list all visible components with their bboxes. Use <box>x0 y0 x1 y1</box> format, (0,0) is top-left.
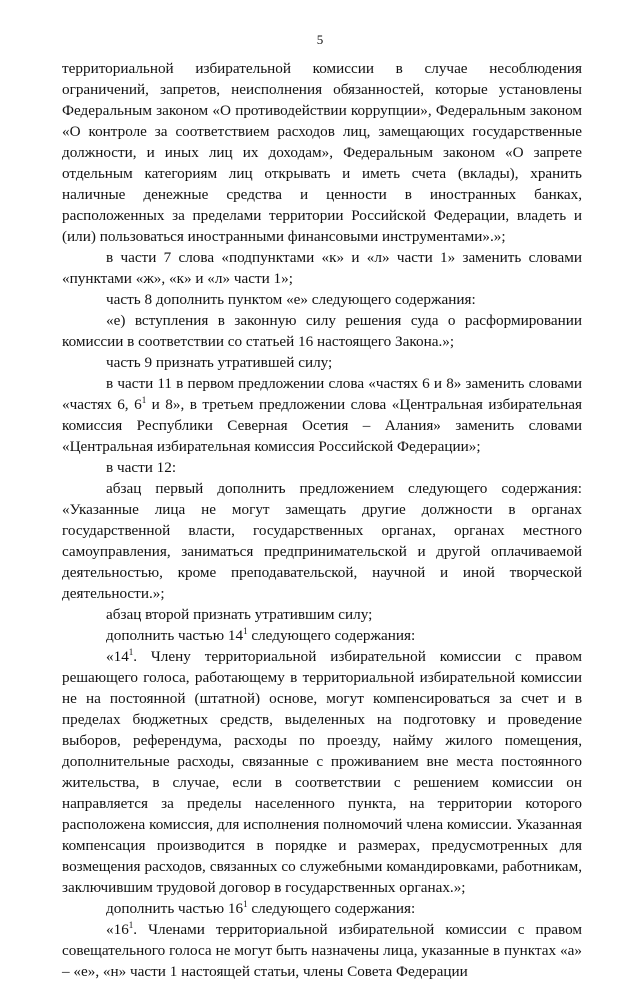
superscript: 1 <box>243 899 248 909</box>
paragraph-p3: часть 8 дополнить пунктом «е» следующего содержания: <box>106 291 476 308</box>
paragraph-p2: в части 7 слова «подпунктами «к» и «л» части 1» заменить словами «пунктами «ж», «к» и «л» части 1»; <box>62 249 582 287</box>
paragraph-p12: дополнить частью $16^1$ следующего содержания: <box>106 899 416 917</box>
paragraph-p9: абзац второй признать утратившим силу; <box>106 606 373 623</box>
superscript: 1 <box>128 647 134 657</box>
paragraph-p1: территориальной избирательной комиссии в случае несоблюдения ограничений, запретов, неисполнения обязанностей, которые установлены Федеральным законом «О противодействии коррупции», Федеральным законом «О контроле за соответствием расходов лиц, замещающих государственные должности, и иных лиц их доходам», Федеральным законом «О запрете отдельным категориям лиц открывать и иметь счета (вклады), хранить наличные денежные средства и ценности в иностранных банках, расположенных за пределами территории Российской Федерации, владеть и (или) пользоваться иностранными финансовыми инструментами».»; <box>62 60 582 245</box>
paragraph-p10: дополнить частью $14^1$ следующего содержания: <box>106 626 416 644</box>
paragraph-p7: в части 12: <box>106 459 177 476</box>
paragraph-p13: «$16^1$. Членами территориальной избирательной комиссии с правом совещательного голоса не могут быть назначены лица, указанные в пунктах «а» – «е», «н» части 1 настоящей статьи, члены Совета Федерации <box>62 920 582 980</box>
paragraph-p11: «$14^1$. Члену территориальной избирательной комиссии с правом решающего голоса, работающему в территориальной избирательной комиссии не на постоянной (штатной) основе, могут компенсироваться за счет и в пределах бюджетных средств, выделенных на подготовку и проведение выборов, референдума, расходы по проезду, найму жилого помещения, дополнительные расходы, связанные с проживанием вне места постоянного жительства, в случае, если в соответствии с решением комиссии он направляется за пределы населенного пункта, на территории которого расположена комиссия, для исполнения полномочий члена комиссии. Указанная компенсация производится в порядке и размерах, предусмотренных для возмещения расходов, связанных со служебными командировками, работникам, заключившим трудовой договор в государственных органах.»; <box>62 647 582 896</box>
paragraph-p4: «е) вступления в законную силу решения суда о расформировании комиссии в соответствии со статьей 16 настоящего Закона.»; <box>62 312 582 350</box>
superscript: 1 <box>128 920 134 930</box>
paragraph-p6: в части 11 в первом предложении слова «частях 6 и 8» заменить словами «частях 6, $6^1$ и 8», в третьем предложении слова «Центральная избирательная комиссия Республики Северная Осетия – Алания» заменить словами «Центральная избирательная комиссия Российской Федерации»; <box>62 375 582 455</box>
document-body <box>62 58 582 982</box>
paragraph-p8: абзац первый дополнить предложением следующего содержания: «Указанные лица не могут замещать другие должности в органах государственной власти, государственных органах, органах местного самоуправления, заниматься предпринимательской и другой оплачиваемой деятельностью, кроме преподавательской, научной и иной творческой деятельности.»; <box>62 480 582 602</box>
superscript: 1 <box>243 626 248 636</box>
page-number: 5 <box>316 32 324 47</box>
superscript: 1 <box>141 395 147 405</box>
paragraph-p5: часть 9 признать утратившей силу; <box>106 354 333 371</box>
